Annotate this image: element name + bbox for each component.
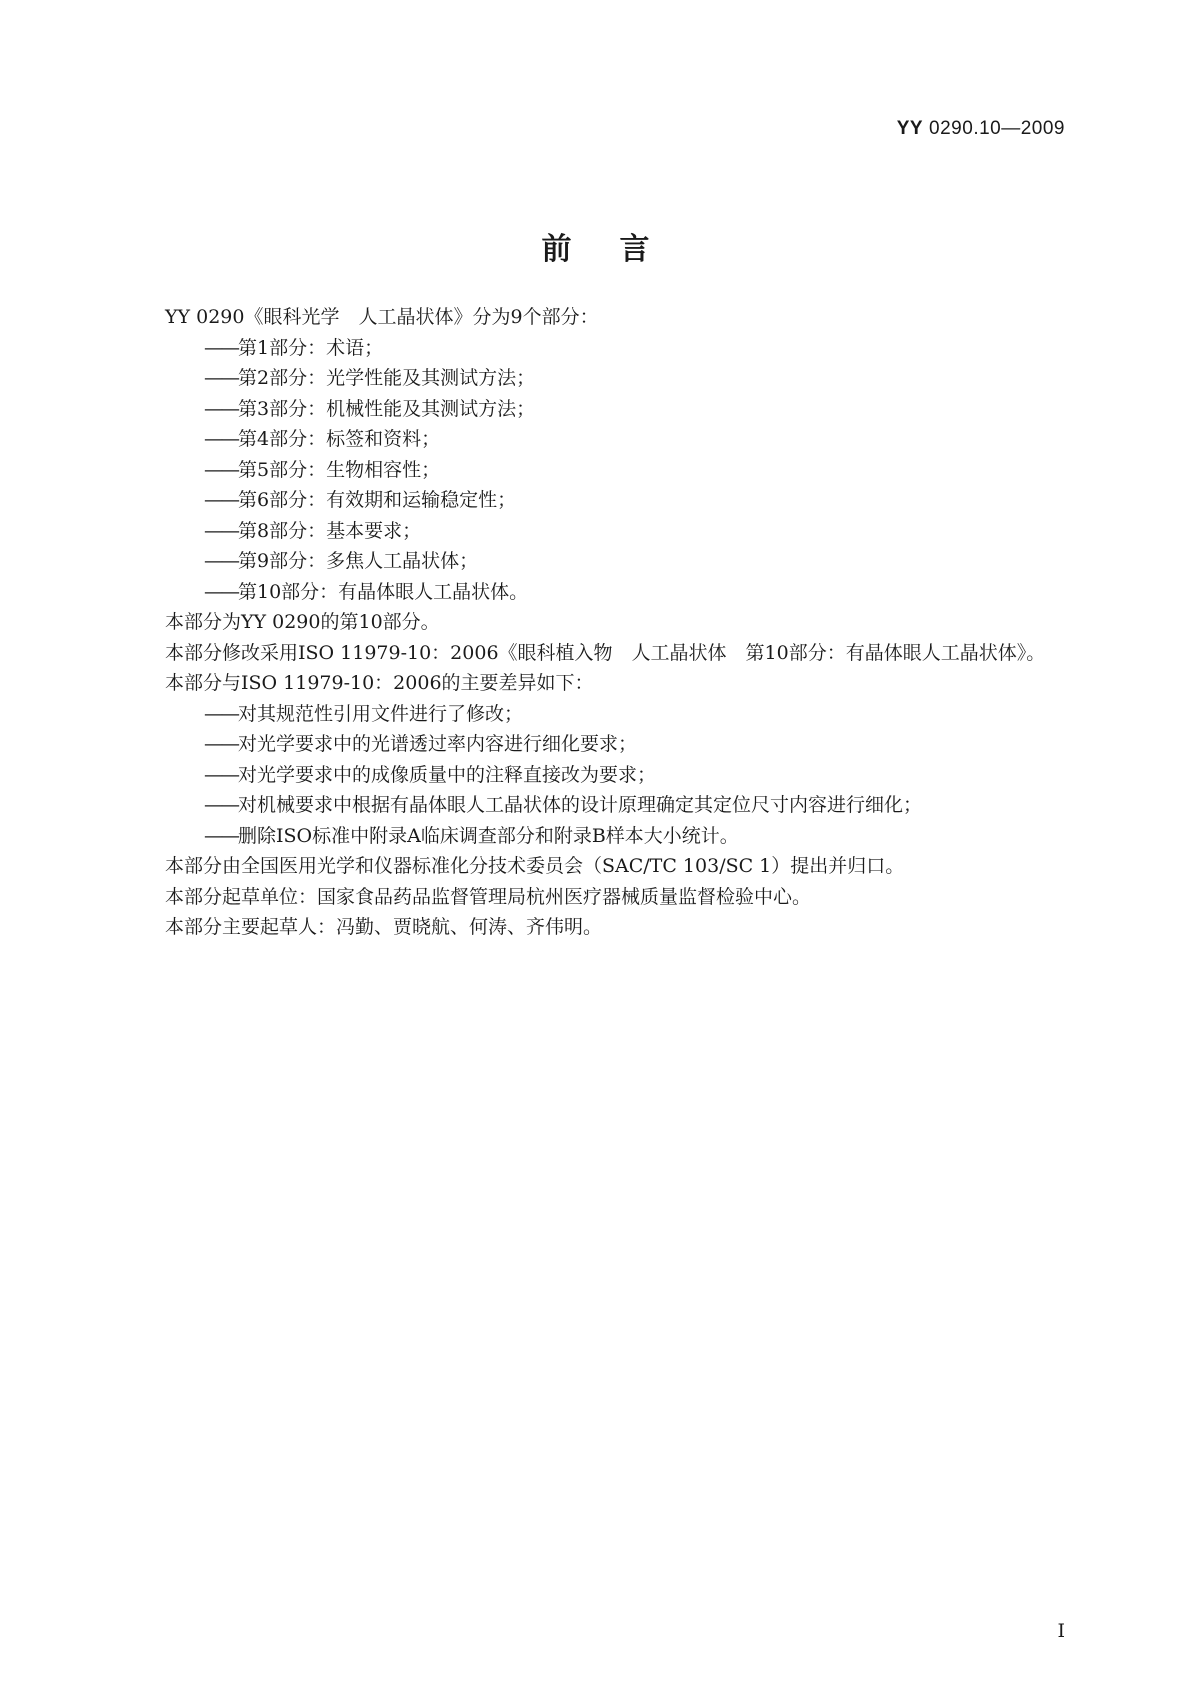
statement-paragraph: 本部分为YY 0290的第10部分。 — [165, 611, 440, 633]
difference-list-item — [126, 760, 1066, 791]
difference-list-item — [126, 821, 1066, 852]
part-list-item — [126, 516, 1066, 547]
part-list-item-text: 第2部分：光学性能及其测试方法； — [238, 367, 536, 389]
page-number: I — [1057, 1620, 1065, 1642]
part-list-item — [126, 333, 1066, 364]
difference-list-item — [126, 699, 1066, 730]
part-list-item — [126, 546, 1066, 577]
dash-mark: —— — [204, 367, 238, 389]
part-list-item-text: 第6部分：有效期和运输稳定性； — [238, 489, 517, 511]
differences-paragraph: 本部分与ISO 11979-10：2006的主要差异如下： — [165, 672, 594, 694]
part-list-item — [126, 424, 1066, 455]
dash-mark: —— — [204, 702, 238, 725]
difference-list-item-text: 删除ISO标准中附录A临床调查部分和附录B样本大小统计。 — [238, 824, 739, 847]
dash-mark: —— — [204, 489, 238, 511]
dash-mark: —— — [204, 519, 238, 542]
intro-paragraph: YY 0290《眼科光学 人工晶状体》分为9个部分： — [165, 306, 599, 328]
difference-list-item-text: 对其规范性引用文件进行了修改； — [238, 702, 524, 725]
adoption-paragraph: 本部分修改采用ISO 11979-10：2006《眼科植入物 人工晶状体 第10部分：有晶体眼人工晶状体》。 — [165, 641, 1046, 664]
difference-list-item — [126, 790, 1066, 821]
part-list-item-text: 第10部分：有晶体眼人工晶状体。 — [238, 580, 529, 603]
standard-code-number: 0290.10—2009 — [929, 118, 1065, 139]
part-list-item-text: 第3部分：机械性能及其测试方法； — [238, 397, 536, 420]
dash-mark: —— — [204, 580, 238, 603]
part-list-item-text: 第9部分：多焦人工晶状体； — [238, 550, 479, 572]
dash-mark: —— — [204, 428, 238, 450]
page-title: 前言 — [541, 232, 698, 267]
dash-mark: —— — [204, 336, 238, 359]
part-list-item — [126, 363, 1066, 394]
part-list-item — [126, 577, 1066, 608]
dash-mark: —— — [204, 733, 238, 755]
standard-code-prefix: YY — [896, 118, 924, 139]
dash-mark: —— — [204, 550, 238, 572]
standard-code — [897, 118, 1065, 140]
drafting-unit-paragraph: 本部分起草单位：国家食品药品监督管理局杭州医疗器械质量监督检验中心。 — [165, 885, 812, 908]
dash-mark: —— — [204, 824, 238, 847]
part-list-item — [126, 394, 1066, 425]
dash-mark: —— — [204, 458, 238, 481]
part-list-item-text: 第1部分：术语； — [238, 336, 384, 359]
part-list-item-text: 第4部分：标签和资料； — [238, 428, 441, 450]
difference-list-item-text: 对光学要求中的成像质量中的注释直接改为要求； — [238, 763, 657, 786]
dash-mark: —— — [204, 794, 238, 816]
dash-mark: —— — [204, 763, 238, 786]
difference-list-item-text: 对光学要求中的光谱透过率内容进行细化要求； — [238, 733, 638, 755]
part-list-item — [126, 455, 1066, 486]
dash-mark: —— — [204, 397, 238, 420]
drafters-paragraph: 本部分主要起草人：冯勤、贾晓航、何涛、齐伟明。 — [165, 916, 603, 938]
difference-list-item — [126, 729, 1066, 760]
committee-paragraph: 本部分由全国医用光学和仪器标准化分技术委员会（SAC/TC 103/SC 1）提出并归口。 — [165, 855, 905, 877]
difference-list-item-text: 对机械要求中根据有晶体眼人工晶状体的设计原理确定其定位尺寸内容进行细化； — [238, 794, 923, 816]
part-list-item-text: 第5部分：生物相容性； — [238, 458, 441, 481]
foreword-body — [126, 302, 1066, 943]
part-list-item — [126, 485, 1066, 516]
part-list-item-text: 第8部分：基本要求； — [238, 519, 422, 542]
